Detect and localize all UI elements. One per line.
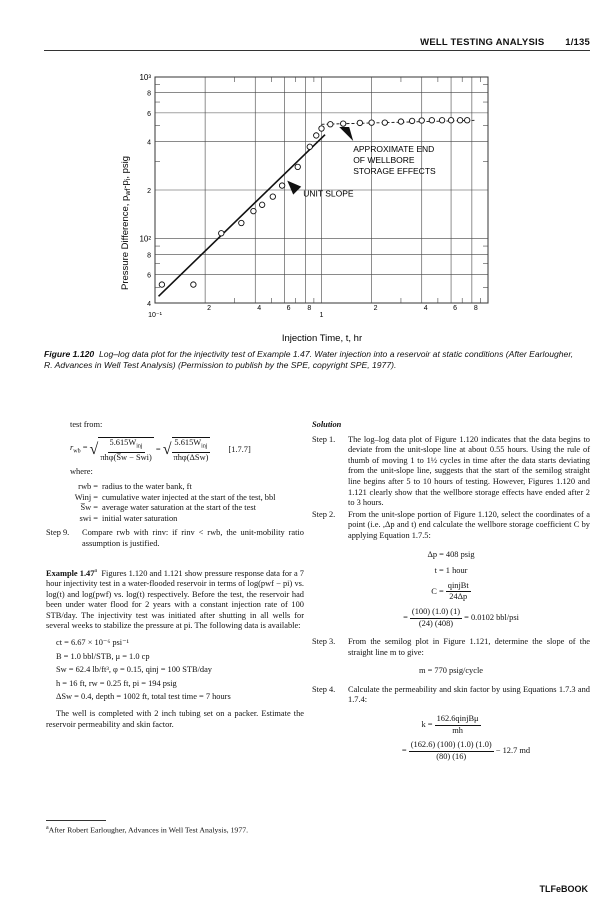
unit-slope-pointer (287, 181, 301, 195)
data-point (419, 118, 424, 123)
where-text: where: (70, 467, 93, 477)
page-number: 1/135 (565, 37, 590, 48)
data-point (314, 133, 319, 138)
y-tick-label: 8 (147, 252, 151, 260)
x-tick-label: 6 (286, 305, 291, 312)
caption-text: Log–log data plot for the injectivity test of Example 1.47. Water injection into a reservoir at static conditions (After Earlougher, R. Advances in Well Test Analysis) (Permission to publish by the SPE, copyright SPE, 1977). (44, 349, 574, 370)
equation-1-7-7: $r_{wb}$ = √ $\frac{5.615W_{inj}}{\text{πhφ(S̅w − Swi)}}$ = √ $\frac{5.615W_{inj}}{\text{πhφ(ΔSw)}}$ [1.7.7] (70, 437, 251, 462)
step-4: Step 4. Calculate the permeability and skin factor by using Equations 1.7.3 and 1.7.4: (312, 684, 590, 705)
end-storage-pointer (339, 127, 353, 141)
data-point (429, 118, 434, 123)
x-tick-label: 2 (373, 305, 378, 312)
definitions-list (46, 482, 304, 524)
header-section: WELL TESTING ANALYSIS (420, 37, 545, 48)
y-tick-label: 10³ (139, 73, 151, 82)
annotation-end-line: STORAGE EFFECTS (353, 165, 436, 176)
y-tick-label: 2 (147, 188, 151, 195)
header-rule (44, 50, 590, 51)
data-point (341, 121, 346, 126)
k-equation: k = $\frac{\text{162.6qinjBμ}}{mh}$ (421, 714, 479, 735)
data-line-ct: ct = 6.67 × 10⁻⁶ psi⁻¹ (56, 637, 130, 647)
step-3: Step 3. From the semilog plot in Figure 1.121, determine the slope of the straight line m to give: (312, 637, 590, 657)
dp-line: Δp = 408 psig (427, 549, 475, 559)
data-point (357, 120, 362, 125)
left-column (46, 420, 304, 730)
data-point (251, 208, 256, 213)
footnote: $^a$After Robert Earlougher, Advances in Well Test Analysis, 1977. (46, 825, 249, 835)
data-line-b: B = 1.0 bbl/STB, μ = 1.0 cp (56, 651, 150, 661)
figure-caption (44, 349, 584, 371)
x-tick-label: 1 (319, 312, 324, 319)
intro-text: test from: (70, 420, 103, 429)
y-tick-label: 6 (147, 110, 151, 118)
def-winj: Winj = cumulative water injected at the start of the test, bbl (74, 492, 276, 502)
step-9: Step 9. Compare rwb with rinv: if rinv < rwb, the unit-mobility ratio assumption is justified. (46, 528, 304, 549)
data-list (46, 638, 304, 703)
annotation-end-line: OF WELLBORE (353, 154, 415, 165)
x-tick-label: 8 (307, 305, 312, 312)
eq-lhs: $r_{wb}$ = (70, 442, 90, 455)
def-rwb: rwb = radius to the water bank, ft (78, 482, 192, 492)
data-point (382, 120, 387, 125)
right-column (312, 420, 590, 766)
running-header (420, 37, 590, 48)
eq-frac-1: $\frac{5.615W_{inj}}{\text{πhφ(S̅w − Swi)}}$ (100, 437, 152, 462)
brand-mark: TLFeBOOK (539, 884, 588, 894)
def-sw: S̅w = average water saturation at the start of the test (80, 503, 256, 513)
x-tick-label: 4 (423, 305, 428, 312)
def-swi: swi = initial water saturation (79, 513, 178, 523)
eq-frac-2: $\frac{5.615W_{inj}}{\text{πhφ(ΔSw)}}$ (173, 437, 209, 462)
data-point (239, 220, 244, 225)
x-tick-label: 8 (473, 305, 478, 312)
y-tick-label: 8 (147, 90, 151, 98)
data-point (307, 144, 312, 149)
annotation-unit-slope: UNIT SLOPE (303, 188, 354, 199)
data-line-dsw: ΔSw = 0.4, depth = 1002 ft, total test time = 7 hours (56, 692, 231, 702)
example-label: Example 1.47 (46, 568, 95, 578)
data-point (319, 126, 324, 131)
solution-heading: Solution (312, 420, 342, 429)
step-1: Step 1. The log–log data plot of Figure 1.120 indicates that the data begins to deviate from the unit-slope line at about 0.55 hours. Using the rule of thumb of moving 1 to 1½ cycles in time after the data starts deviating from the unit-slope line, suggests that the start of the semilog straight line begins after 5 to 10 hours of testing. However, Figures 1.120 and 1.121 clearly show that the wellbore storage effects have ended after 2 to 3 hours. (312, 434, 590, 508)
c-equation: C = $\frac{\text{qinjBt}}{24\Delta p}$ (431, 580, 469, 602)
data-point (279, 183, 284, 188)
x-tick-label: 6 (453, 305, 458, 312)
example-text: Figures 1.120 and 1.121 show pressure response data for a 7 hour injectivity test in a water-flooded reservoir in terms of log(pwf − pi) vs. log(t) and log(pwf) vs. log(t) respectively. Before the test, the reservoir had been under water flood for 2 years with a constant injection rate of 100 STB/day. The injectivity test was initiated after shutting in all wells for several weeks to stabilize the pressure at pi. The following data is available: (46, 568, 304, 631)
data-point (457, 118, 462, 123)
closing-text: The well is completed with 2 inch tubing set on a packer. Estimate the reservoir permeability and skin factor. (46, 708, 304, 729)
x-axis-label: Injection Time, t, hr (281, 333, 363, 344)
data-point (328, 122, 333, 127)
example-paragraph: Example 1.47$^a$ Figures 1.120 and 1.121 show pressure response data for a 7 hour injectivity test in a water-flooded reservoir in terms of log(pwf − pi) vs. log(t) and log(pwf) vs. log(t) respectively. Before the test, the reservoir had been under water flood for 2 years with a constant injection rate of 100 STB/day. The injectivity test was initiated after shutting in all wells for several weeks to stabilize the pressure at pi. The following data is available: (46, 567, 304, 631)
y-tick-label: 4 (147, 139, 151, 147)
annotation-end-line: APPROXIMATE END (353, 143, 435, 154)
data-point (219, 231, 224, 236)
step-2: Step 2. From the unit-slope portion of Figure 1.120, select the coordinates of a point (i.e. ,Δp and t) end calculate the wellbore storage coefficient C by applying Equation 1.7.5: (312, 509, 590, 540)
y-tick-label: 6 (147, 272, 151, 280)
data-point (369, 120, 374, 125)
caption-label: Figure 1.120 (44, 349, 95, 359)
data-point (270, 194, 275, 199)
y-tick-label: 4 (147, 301, 151, 308)
data-point (464, 118, 469, 123)
unit-slope-line (159, 135, 326, 297)
data-line-sw: Sw = 62.4 lb/ft³, φ = 0.15, qinj = 100 STB/day (56, 665, 212, 675)
data-point (295, 164, 300, 169)
data-point (409, 118, 414, 123)
t-line: t = 1 hour (434, 566, 468, 576)
data-point (159, 282, 164, 287)
footnote-rule (46, 820, 106, 821)
m-line: m = 770 psig/cycle (418, 666, 484, 676)
data-point (259, 202, 264, 207)
data-point (191, 282, 196, 287)
loglog-figure (0, 60, 604, 345)
data-point (439, 118, 444, 123)
data-line-h: h = 16 ft, rw = 0.25 ft, pi = 194 psig (56, 678, 177, 688)
y-axis-label: Pressure Difference, $p_{wf}-p_i$, psig (120, 155, 132, 290)
data-point (398, 119, 403, 124)
c-equation-numeric: = $\frac{(100) (1.0) (1)}{(24) (408)}$ = 0.0102 bbl/psi (403, 606, 519, 628)
k-equation-numeric: = $\frac{(162.6) (100) (1.0) (1.0)}{(80) (16)}$ − 12.7 md (401, 740, 531, 761)
eq-number: [1.7.7] (228, 444, 251, 454)
data-point (448, 118, 453, 123)
x-tick-label: 4 (257, 305, 262, 312)
chart-annotations (287, 127, 436, 199)
y-tick-label: 10² (139, 234, 151, 244)
x-tick-label: 2 (207, 305, 212, 312)
x-tick-label: 10⁻¹ (148, 312, 162, 319)
